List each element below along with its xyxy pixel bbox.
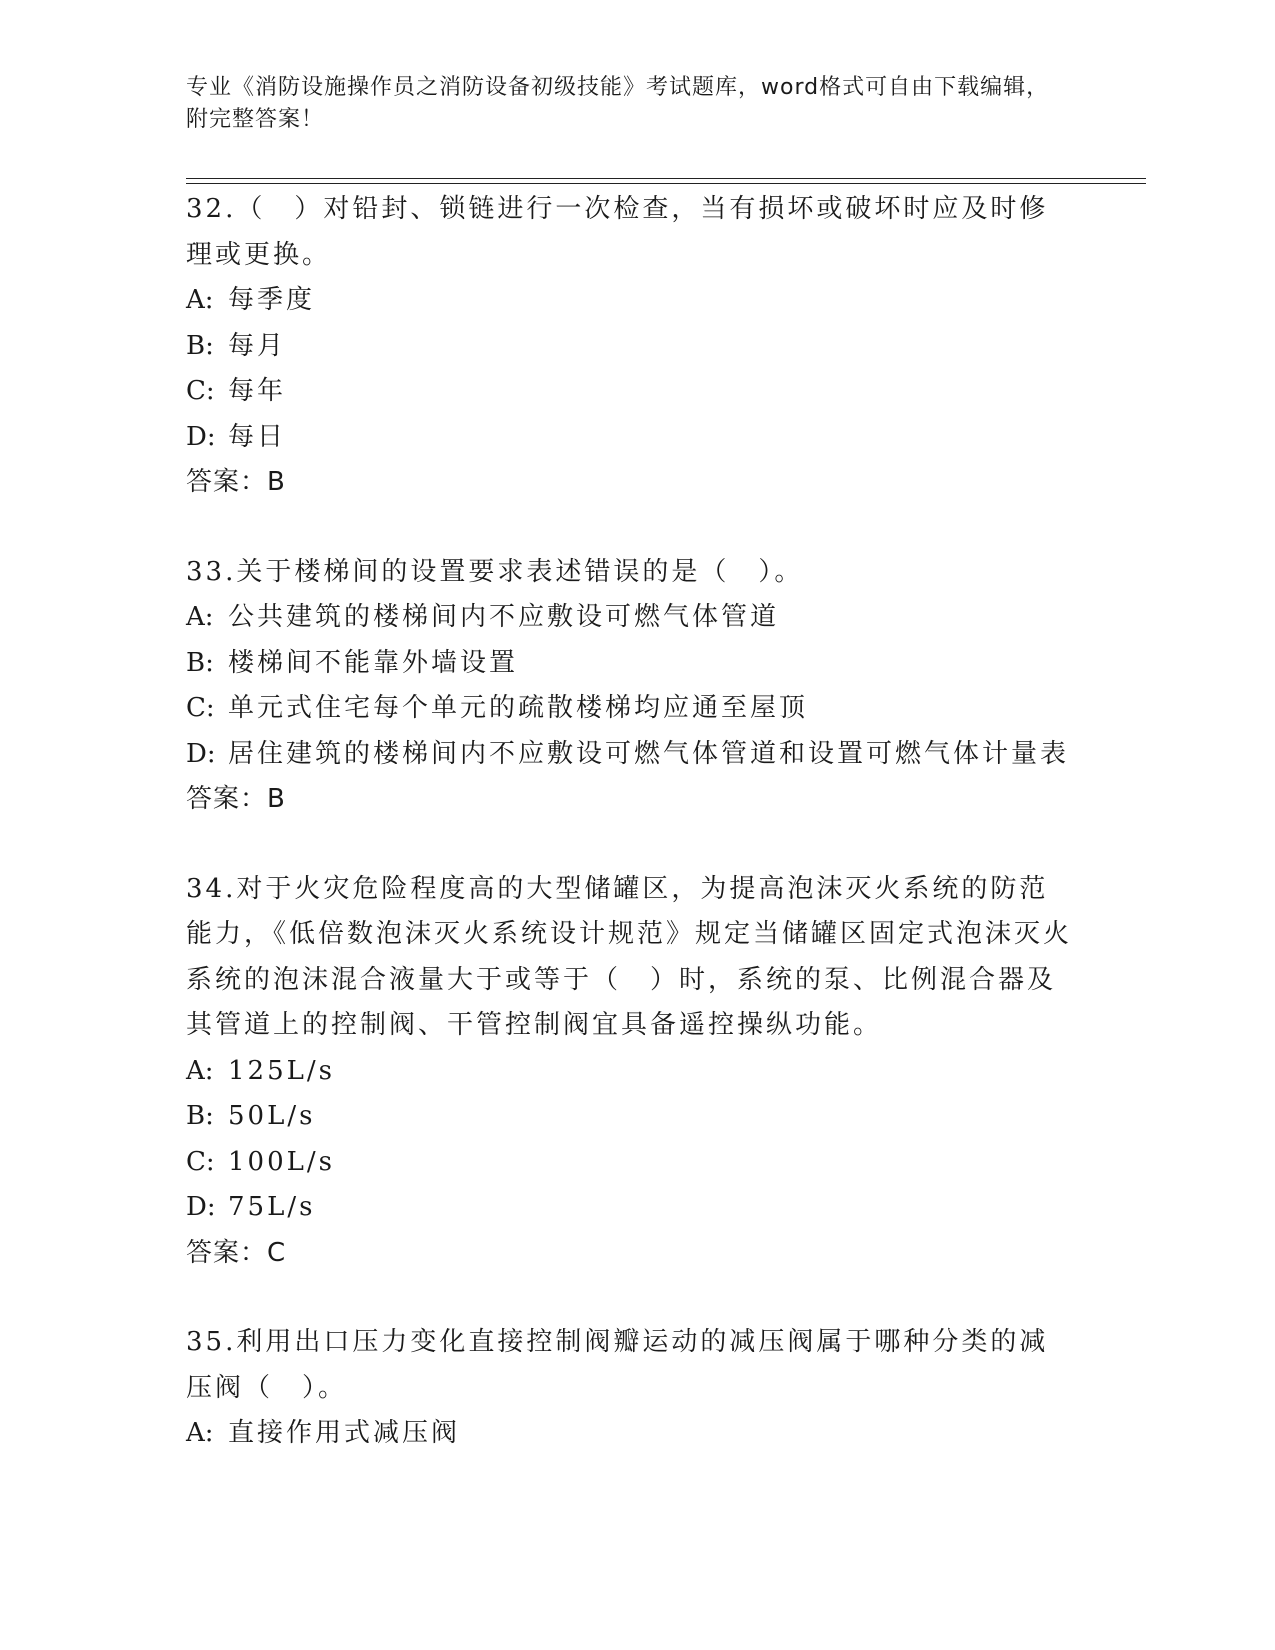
option-label: D: [186, 738, 216, 769]
option-text: 楼梯间不能靠外墙设置 [228, 647, 519, 678]
option-text: 100L/s [228, 1146, 335, 1177]
option-text: 每年 [228, 376, 287, 406]
question-34 [186, 867, 1076, 1277]
option-a [186, 1411, 1076, 1457]
option-text: 每季度 [228, 285, 316, 315]
option-label: C: [186, 1146, 215, 1177]
option-label: A: [186, 1055, 214, 1086]
option-text: 50L/s [228, 1101, 316, 1131]
option-d [186, 732, 1076, 778]
option-text: 单元式住宅每个单元的疏散楼梯均应通至屋顶 [228, 693, 809, 723]
question-32 [186, 187, 1076, 506]
option-label: B: [186, 647, 214, 678]
option-label: D: [186, 421, 216, 452]
question-stem: 35.利用出口压力变化直接控制阀瓣运动的减压阀属于哪种分类的减压阀（ ）。 [186, 1327, 1049, 1403]
option-label: A: [186, 1418, 214, 1448]
option-label: B: [186, 330, 214, 361]
header-rule-top [186, 178, 1146, 179]
document-header: 专业《消防设施操作员之消防设备初级技能》考试题库，word格式可自由下载编辑，附完整答案！ [186, 75, 1050, 132]
answer-line: 答案：C [186, 1237, 287, 1268]
option-c [186, 686, 1076, 732]
option-label: A: [186, 285, 214, 315]
option-label: B: [186, 1101, 214, 1131]
option-label: D: [186, 1192, 216, 1222]
option-a [186, 1049, 1076, 1095]
option-text: 每月 [228, 330, 287, 361]
option-text: 每日 [228, 421, 287, 452]
option-text: 公共建筑的楼梯间内不应敷设可燃气体管道 [228, 602, 780, 632]
option-label: C: [186, 376, 215, 406]
option-d [186, 415, 1076, 461]
answer-line: 答案：B [186, 467, 286, 497]
option-text: 直接作用式减压阀 [228, 1418, 461, 1448]
option-b [186, 641, 1076, 687]
option-c [186, 1140, 1076, 1186]
option-label: C: [186, 693, 215, 723]
option-text: 125L/s [228, 1055, 335, 1086]
option-a [186, 595, 1076, 641]
option-b [186, 1094, 1076, 1140]
option-b [186, 324, 1076, 370]
question-stem: 34.对于火灾危险程度高的大型储罐区，为提高泡沫灭火系统的防范能力，《低倍数泡沫灭火系统设计规范》规定当储罐区固定式泡沫灭火系统的泡沫混合液量大于或等于（ ）时，系统的泵、比例混合器及其管道上的控制阀、干管控制阀宜具备遥控操纵功能。 [186, 873, 1073, 1040]
question-35 [186, 1320, 1076, 1457]
answer-line: 答案：B [186, 784, 286, 814]
question-stem: 32.（ ）对铅封、锁链进行一次检查，当有损坏或破坏时应及时修理或更换。 [186, 194, 1049, 270]
option-a [186, 278, 1076, 324]
option-text: 居住建筑的楼梯间内不应敷设可燃气体管道和设置可燃气体计量表 [228, 738, 1070, 769]
option-d [186, 1185, 1076, 1231]
question-list [186, 187, 1076, 1501]
option-label: A: [186, 602, 214, 632]
question-stem: 33.关于楼梯间的设置要求表述错误的是（ ）。 [186, 556, 804, 587]
option-text: 75L/s [228, 1192, 316, 1222]
header-rule-bottom [186, 183, 1146, 184]
question-33 [186, 550, 1076, 823]
option-c [186, 369, 1076, 415]
